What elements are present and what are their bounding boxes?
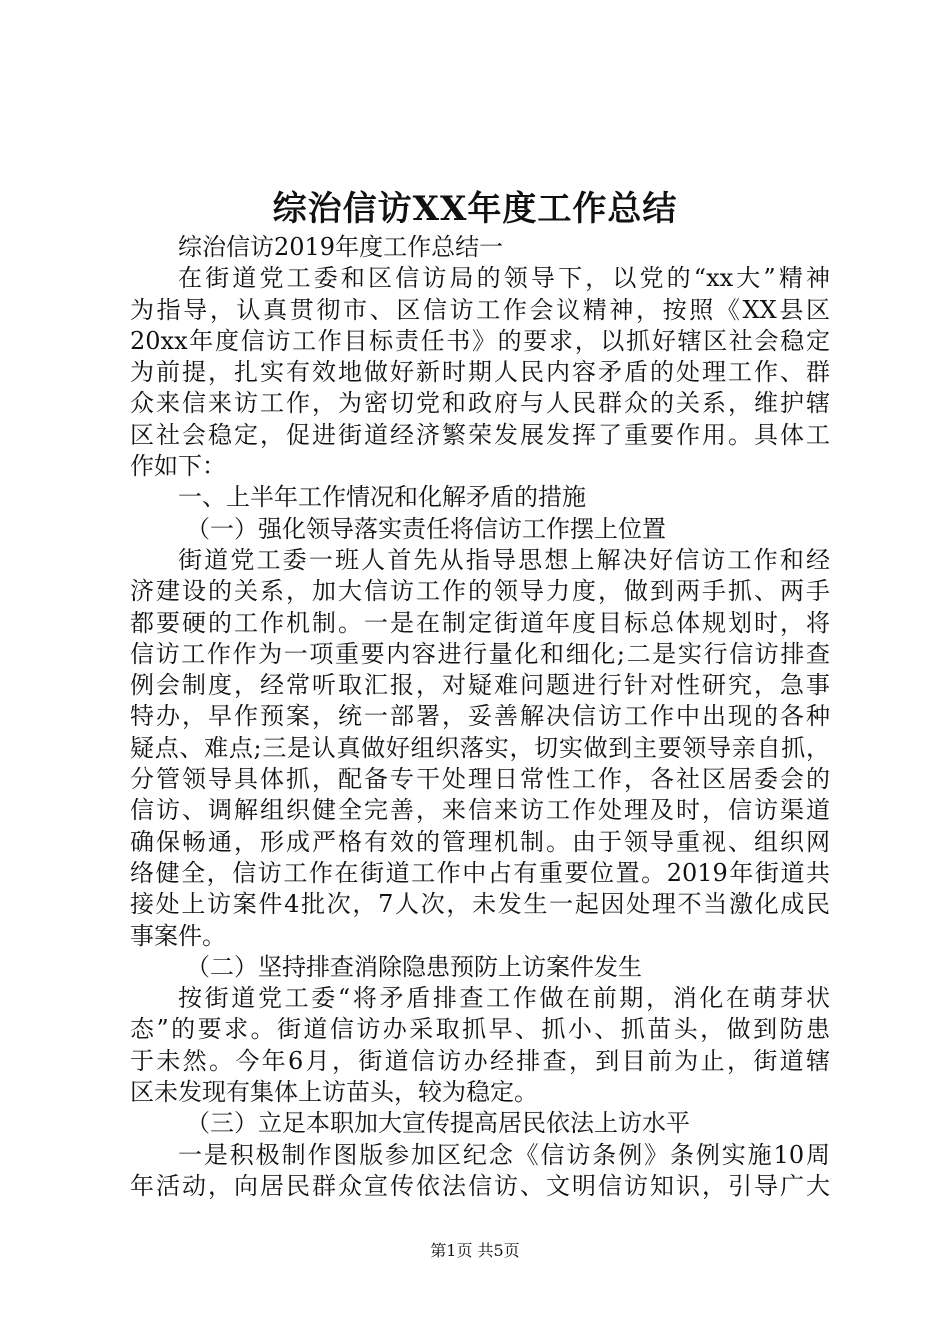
text-line: 态”的要求。街道信访办采取抓早、抓小、抓苗头，做到防患 [130, 1015, 830, 1044]
text-line: 例会制度，经常听取汇报，对疑难问题进行针对性研究，急事 [130, 671, 830, 700]
document-body [130, 232, 830, 1202]
text-line: 区未发现有集体上访苗头，较为稳定。 [130, 1078, 538, 1107]
document-title: 综治信访XX年度工作总结 [272, 189, 678, 229]
text-line: 在街道党工委和区信访局的领导下，以党的“xx大”精神 [178, 264, 830, 293]
text-line: 区社会稳定，促进街道经济繁荣发展发挥了重要作用。具体工 [130, 420, 830, 449]
text-line: 众来信来访工作，为密切党和政府与人民群众的关系，维护辖 [130, 389, 830, 418]
text-line: 分管领导具体抓，配备专干处理日常性工作，各社区居委会的 [130, 765, 830, 794]
text-line: 一、上半年工作情况和化解矛盾的措施 [178, 483, 586, 512]
text-line: 一是积极制作图版参加区纪念《信访条例》条例实施10周 [178, 1140, 830, 1169]
text-line: （三）立足本职加大宣传提高居民依法上访水平 [186, 1109, 690, 1138]
text-line: 信访工作作为一项重要内容进行量化和细化;二是实行信访排查 [130, 639, 830, 668]
text-line: 为前提，扎实有效地做好新时期人民内容矛盾的处理工作、群 [130, 358, 830, 387]
text-line: 确保畅通，形成严格有效的管理机制。由于领导重视、组织网 [130, 827, 830, 856]
text-line: 信访、调解组织健全完善，来信来访工作处理及时，信访渠道 [130, 796, 830, 825]
text-line: 疑点、难点;三是认真做好组织落实，切实做到主要领导亲自抓， [130, 733, 830, 762]
text-line: 都要硬的工作机制。一是在制定街道年度目标总体规划时，将 [130, 608, 830, 637]
text-line: 20xx年度信访工作目标责任书》的要求，以抓好辖区社会稳定 [130, 326, 830, 355]
text-line: 为指导，认真贯彻市、区信访工作会议精神，按照《XX县区 [130, 295, 830, 324]
text-line: 特办，早作预案，统一部署，妥善解决信访工作中出现的各种 [130, 702, 830, 731]
text-line: 综治信访2019年度工作总结一 [178, 233, 504, 261]
text-line: （二）坚持排查消除隐患预防上访案件发生 [186, 952, 642, 981]
text-line: 济建设的关系，加大信访工作的领导力度，做到两手抓、两手 [130, 577, 830, 606]
text-line: 于未然。今年6月，街道信访办经排查，到目前为止，街道辖 [130, 1046, 830, 1075]
text-line: 接处上访案件4批次，7人次，未发生一起因处理不当激化成民 [130, 890, 830, 919]
text-line: （一）强化领导落实责任将信访工作摆上位置 [186, 514, 666, 543]
text-line: 街道党工委一班人首先从指导思想上解决好信访工作和经 [178, 545, 830, 574]
text-line: 年活动，向居民群众宣传依法信访、文明信访知识，引导广大 [130, 1171, 830, 1200]
page-footer: 第1页 共5页 [430, 1241, 520, 1260]
text-line: 按街道党工委“将矛盾排查工作做在前期，消化在萌芽状 [178, 984, 830, 1013]
text-line: 事案件。 [130, 921, 226, 950]
text-line: 络健全，信访工作在街道工作中占有重要位置。2019年街道共 [130, 858, 830, 887]
text-line: 作如下： [130, 452, 226, 481]
